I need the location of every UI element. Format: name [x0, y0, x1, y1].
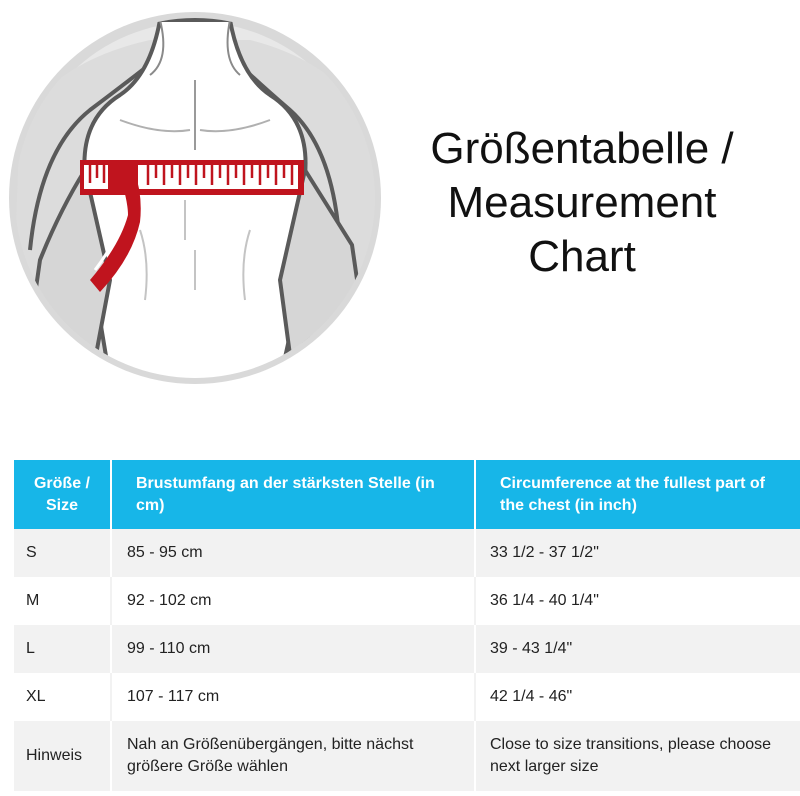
cm-cell: 92 - 102 cm	[111, 577, 475, 625]
inch-cell: 36 1/4 - 40 1/4"	[475, 577, 800, 625]
header-chest-cm: Brustumfang an der stärksten Stelle (in cm)	[111, 460, 475, 529]
size-cell: L	[14, 625, 111, 673]
cm-cell: 99 - 110 cm	[111, 625, 475, 673]
table-row-note	[14, 721, 800, 791]
size-chart-table	[14, 460, 800, 791]
title-line-2: Measurement	[447, 178, 717, 227]
cm-cell: 107 - 117 cm	[111, 673, 475, 721]
size-cell: M	[14, 577, 111, 625]
header-chest-inch: Circumference at the fullest part of the chest (in inch)	[475, 460, 800, 529]
table-row	[14, 673, 800, 721]
header-size: Größe / Size	[14, 460, 111, 529]
chest-measurement-illustration	[0, 0, 400, 400]
table-row	[14, 625, 800, 673]
table-header-row	[14, 460, 800, 529]
title-line-1: Größentabelle /	[430, 124, 734, 173]
inch-cell: 33 1/2 - 37 1/2"	[475, 529, 800, 577]
note-de-cell: Nah an Größenübergängen, bitte nächst größere Größe wählen	[111, 721, 475, 791]
chest-measurement-icon	[0, 0, 400, 400]
size-cell: S	[14, 529, 111, 577]
inch-cell: 39 - 43 1/4"	[475, 625, 800, 673]
page-title	[412, 122, 752, 284]
table-row	[14, 529, 800, 577]
inch-cell: 42 1/4 - 46"	[475, 673, 800, 721]
table-row	[14, 577, 800, 625]
size-cell: XL	[14, 673, 111, 721]
cm-cell: 85 - 95 cm	[111, 529, 475, 577]
title-line-3: Chart	[528, 232, 636, 281]
note-label-cell: Hinweis	[14, 721, 111, 791]
note-en-cell: Close to size transitions, please choose next larger size	[475, 721, 800, 791]
